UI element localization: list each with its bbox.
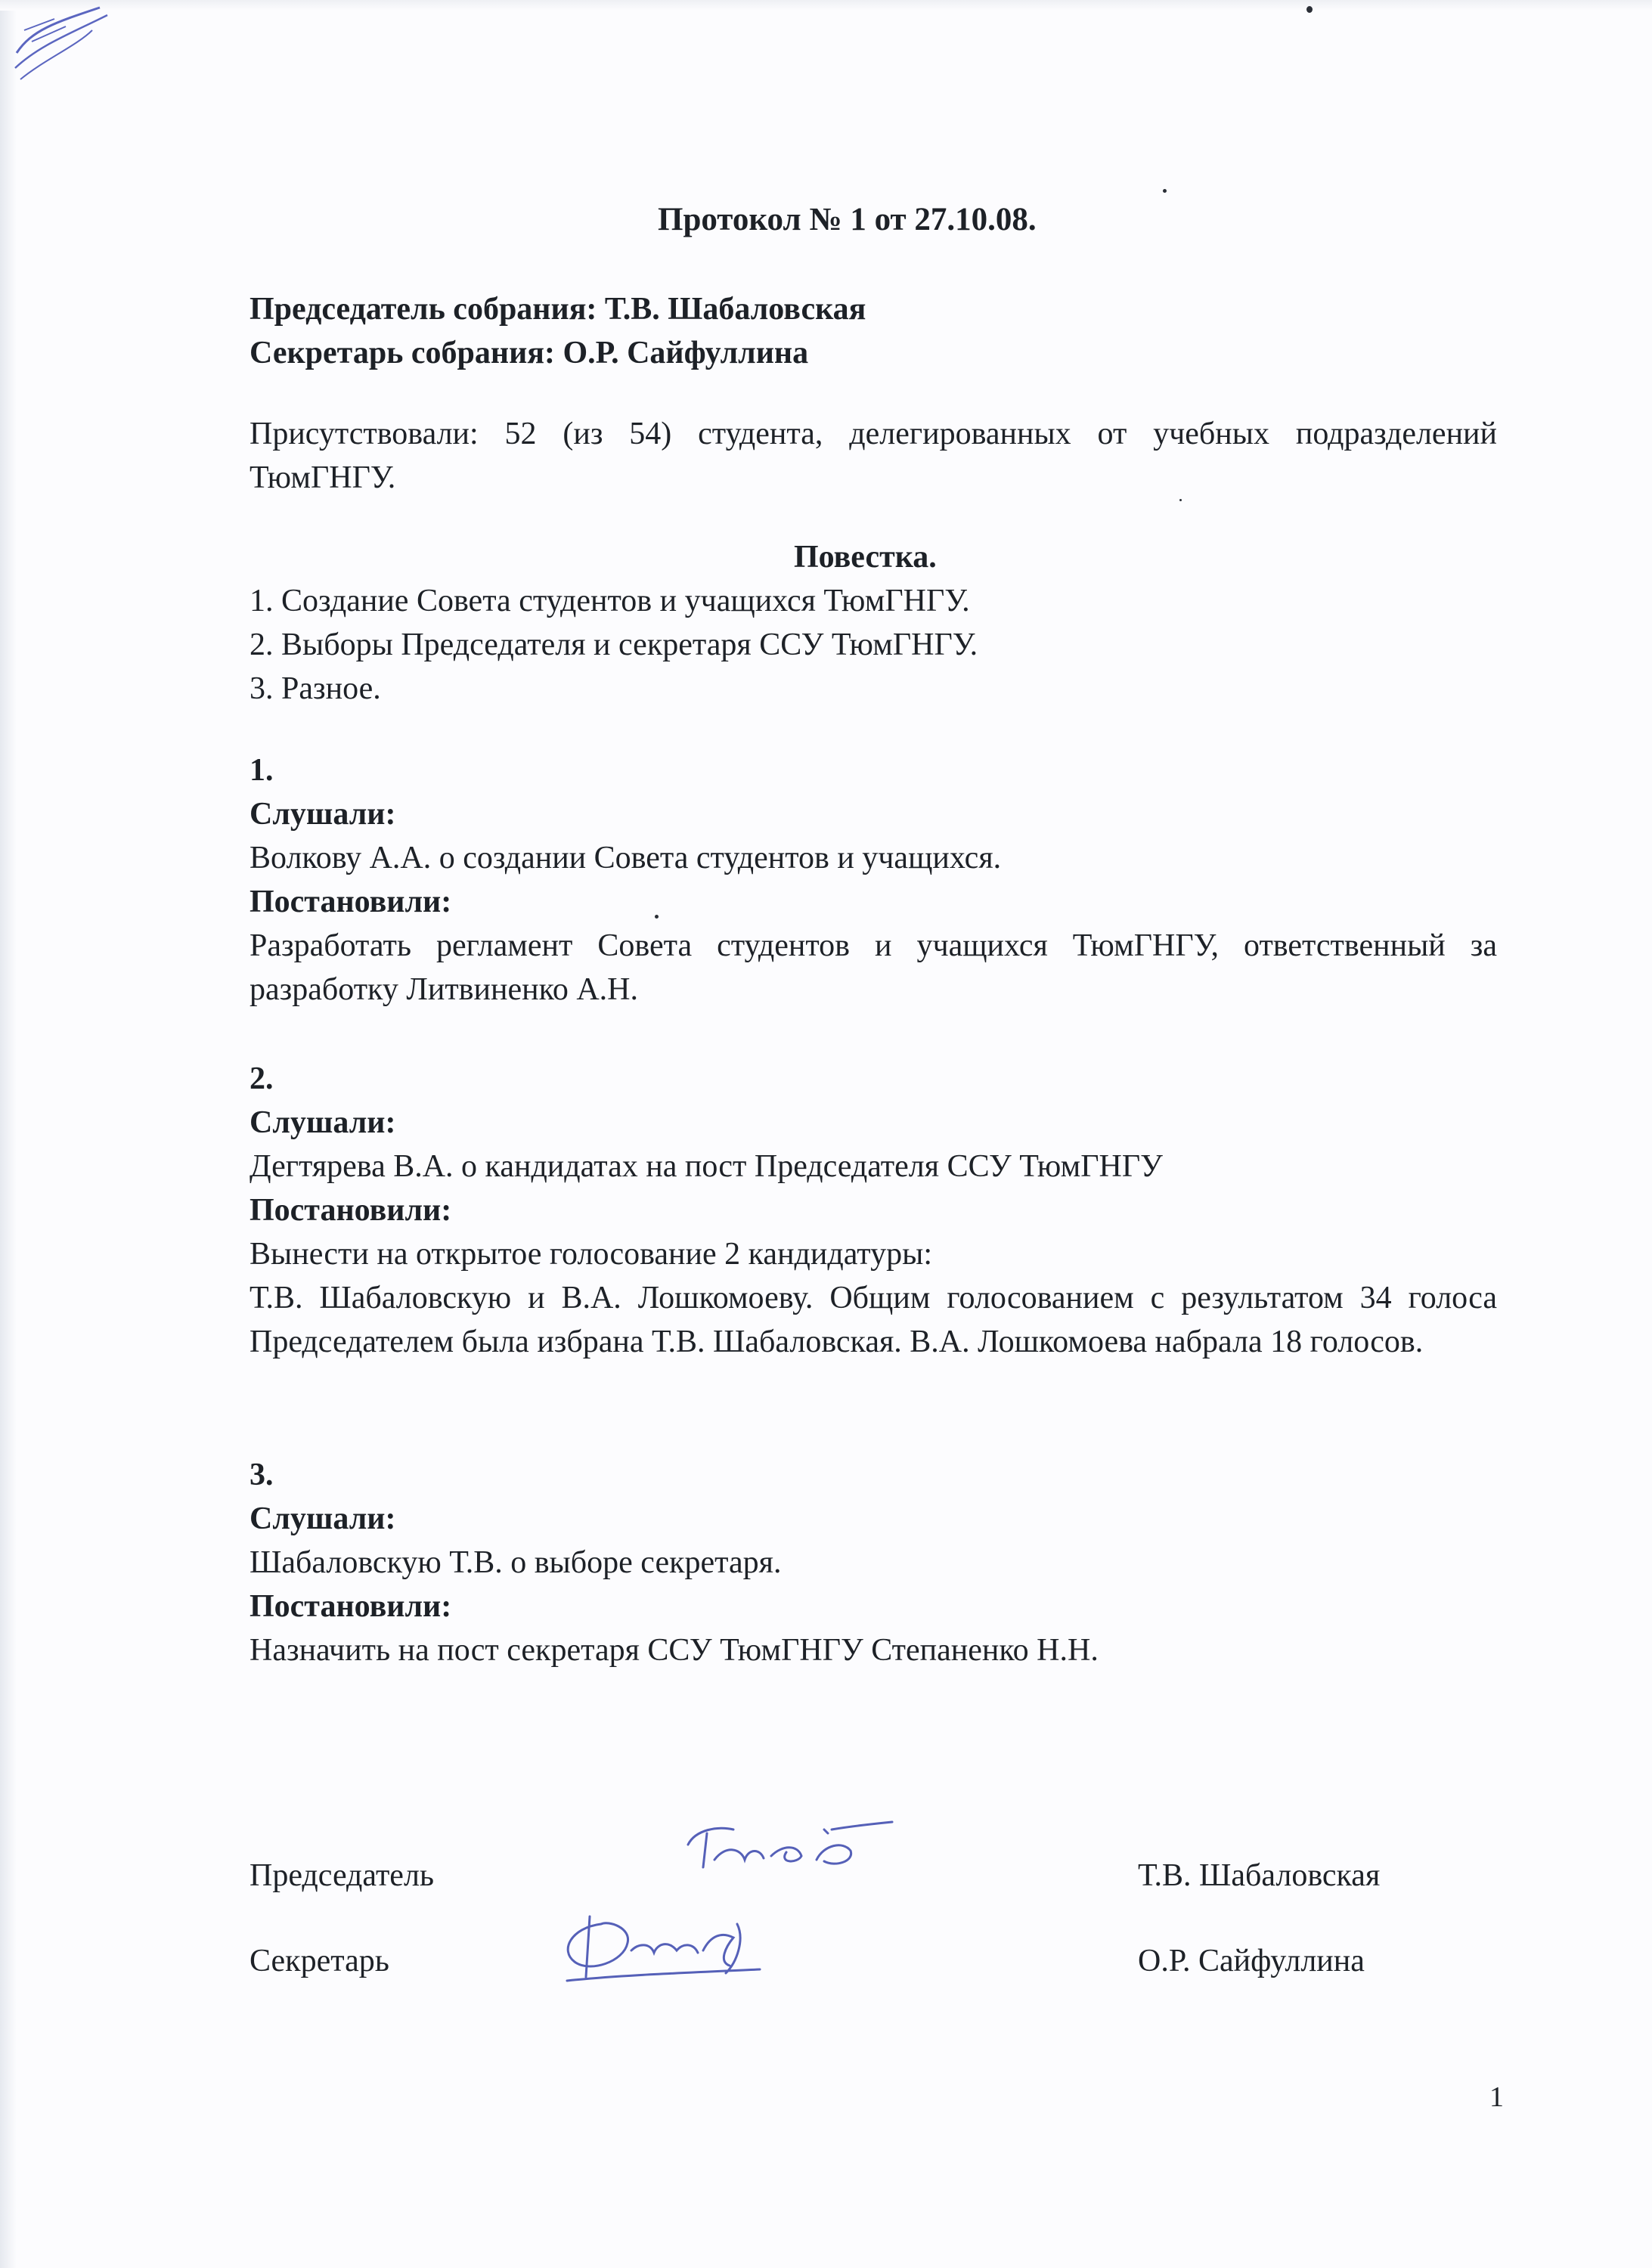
attendance-value: Присутствовали: 52 (из 54) студента, делегированных от учебных подразделений ТюмГНГУ. (250, 417, 1497, 495)
scan-edge (0, 0, 17, 2268)
heard-text: Волкову А.А. о создании Совета студентов и учащихся. (250, 841, 1002, 875)
decided-text: Т.В. Шабаловскую и В.А. Лошкомоеву. Общим голосованием с результатом 34 голоса Председателем была избрана Т.В. Шабаловская. В.А. Лошкомоева набрала 18 голосов. (250, 1281, 1497, 1359)
chair-handwritten-signature (673, 1814, 900, 1882)
attendance-text (250, 412, 1497, 500)
scan-edge (0, 0, 1652, 11)
section-number: 1. (250, 753, 274, 788)
signature-name: О.Р. Сайфуллина (1138, 1944, 1365, 1978)
heard-label: Слушали: (250, 1501, 396, 1536)
page-number: 1 (1489, 2081, 1504, 2113)
chair-signature-row (250, 1854, 1497, 1899)
heard-label: Слушали: (250, 797, 396, 832)
protocol-title: Протокол № 1 от 27.10.08. (658, 202, 1037, 237)
decided-label: Постановили: (250, 1589, 452, 1624)
decided-text: Разработать регламент Совета студентов и учащихся ТюмГНГУ, ответственный за разработку Литвиненко А.Н. (250, 928, 1497, 1007)
decided-text: Назначить на пост секретаря ССУ ТюмГНГУ Степаненко Н.Н. (250, 1633, 1099, 1668)
decided-intro: Вынести на открытое голосование 2 кандидатуры: (250, 1237, 932, 1272)
decided-label: Постановили: (250, 1193, 452, 1228)
agenda-heading: Повестка. (794, 540, 937, 575)
scan-speck (1163, 189, 1167, 193)
heard-text: Дегтярева В.А. о кандидатах на пост Председателя ССУ ТюмГНГУ (250, 1149, 1163, 1184)
agenda-item: 1. Создание Совета студентов и учащихся ТюмГНГУ. (250, 584, 970, 618)
scan-speck (1306, 6, 1313, 13)
section-number: 2. (250, 1061, 274, 1096)
heard-label: Слушали: (250, 1105, 396, 1140)
signature-role: Председатель (250, 1858, 435, 1893)
secretary-handwritten-signature (556, 1909, 775, 1984)
agenda-item: 2. Выборы Председателя и секретаря ССУ ТюмГНГУ. (250, 627, 978, 662)
decided-label: Постановили: (250, 885, 452, 919)
signature-role: Секретарь (250, 1944, 389, 1978)
secretary-signature-row (250, 1939, 1497, 1984)
section-number: 3. (250, 1458, 274, 1492)
chair-line: Председатель собрания: Т.В. Шабаловская (250, 292, 866, 327)
scan-speck (655, 915, 659, 919)
signature-name: Т.В. Шабаловская (1138, 1858, 1381, 1893)
secretary-line: Секретарь собрания: О.Р. Сайфуллина (250, 336, 809, 370)
agenda-item: 3. Разное. (250, 671, 381, 706)
corner-scribble-mark (9, 0, 115, 91)
heard-text: Шабаловскую Т.В. о выборе секретаря. (250, 1545, 782, 1580)
